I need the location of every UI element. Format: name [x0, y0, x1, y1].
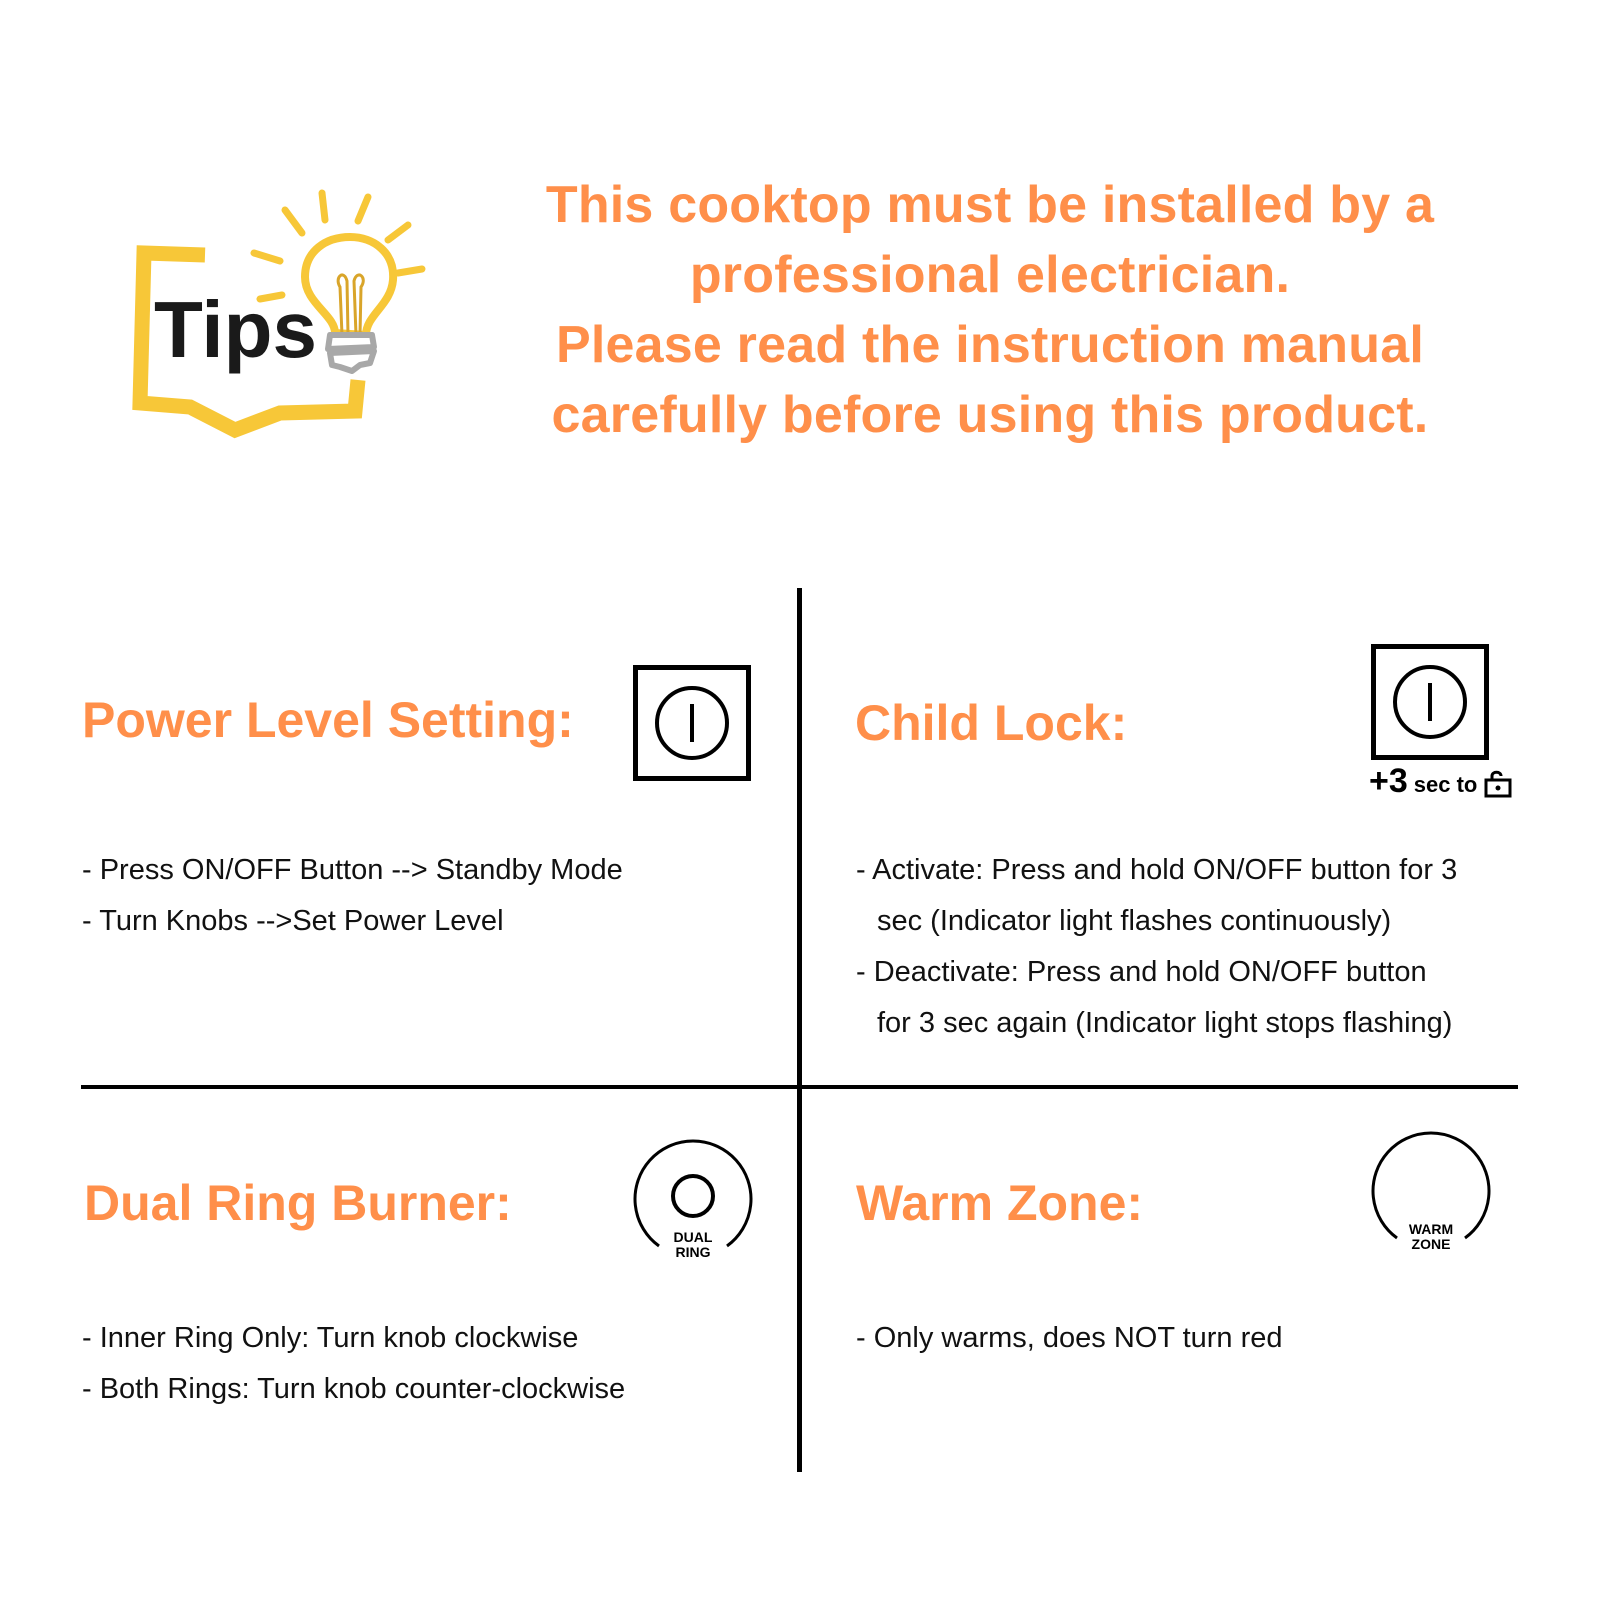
knob-label: ZONE: [1411, 1236, 1451, 1252]
section-title-dual-ring: Dual Ring Burner:: [84, 1175, 512, 1231]
instruction-line: - Deactivate: Press and hold ON/OFF button: [856, 956, 1427, 988]
headline-line: Please read the instruction manual: [556, 316, 1424, 374]
instruction-line: sec (Indicator light flashes continuously): [877, 905, 1392, 937]
section-body-power-level: [82, 845, 623, 947]
knob-label: WARM: [1408, 1221, 1454, 1237]
warm-zone-knob-icon: [1370, 1130, 1492, 1258]
power-button-icon: [633, 665, 751, 781]
section-body-child-lock: [856, 845, 1457, 1049]
section-body-dual-ring: [82, 1313, 625, 1415]
headline-notice: [500, 170, 1480, 450]
section-title-child-lock: Child Lock:: [855, 695, 1128, 751]
instruction-line: - Turn Knobs -->Set Power Level: [82, 905, 504, 937]
section-title-warm-zone: Warm Zone:: [856, 1175, 1144, 1231]
instruction-line: - Both Rings: Turn knob counter-clockwise: [82, 1373, 626, 1405]
horizontal-divider: [81, 1085, 1518, 1089]
lock-icon: [1483, 769, 1513, 799]
knob-label: DUAL: [673, 1229, 713, 1245]
power-button-icon: [1371, 644, 1489, 760]
vertical-divider: [797, 588, 802, 1472]
instruction-line: - Only warms, does NOT turn red: [856, 1322, 1283, 1354]
knob-label: RING: [675, 1244, 711, 1260]
tips-logo: [130, 185, 430, 445]
lightbulb-icon: [130, 185, 430, 445]
instruction-line: for 3 sec again (Indicator light stops flashing): [877, 1007, 1453, 1039]
headline-line: carefully before using this product.: [551, 386, 1429, 444]
instruction-line: - Inner Ring Only: Turn knob clockwise: [82, 1322, 579, 1354]
instruction-line: - Activate: Press and hold ON/OFF button for 3: [856, 854, 1458, 886]
section-title-power-level: Power Level Setting:: [82, 692, 574, 748]
instruction-line: - Press ON/OFF Button --> Standby Mode: [82, 854, 623, 886]
tips-text: Tips: [154, 285, 318, 374]
hold-seconds-label: sec to: [1413, 772, 1478, 797]
headline-line: This cooktop must be installed by a: [545, 176, 1435, 234]
hold-seconds: +3: [1369, 762, 1408, 800]
child-lock-hold-caption: [1369, 762, 1513, 801]
section-body-warm-zone: [856, 1313, 1283, 1364]
dual-ring-knob-icon: [632, 1138, 754, 1266]
headline-line: professional electrician.: [689, 246, 1291, 304]
